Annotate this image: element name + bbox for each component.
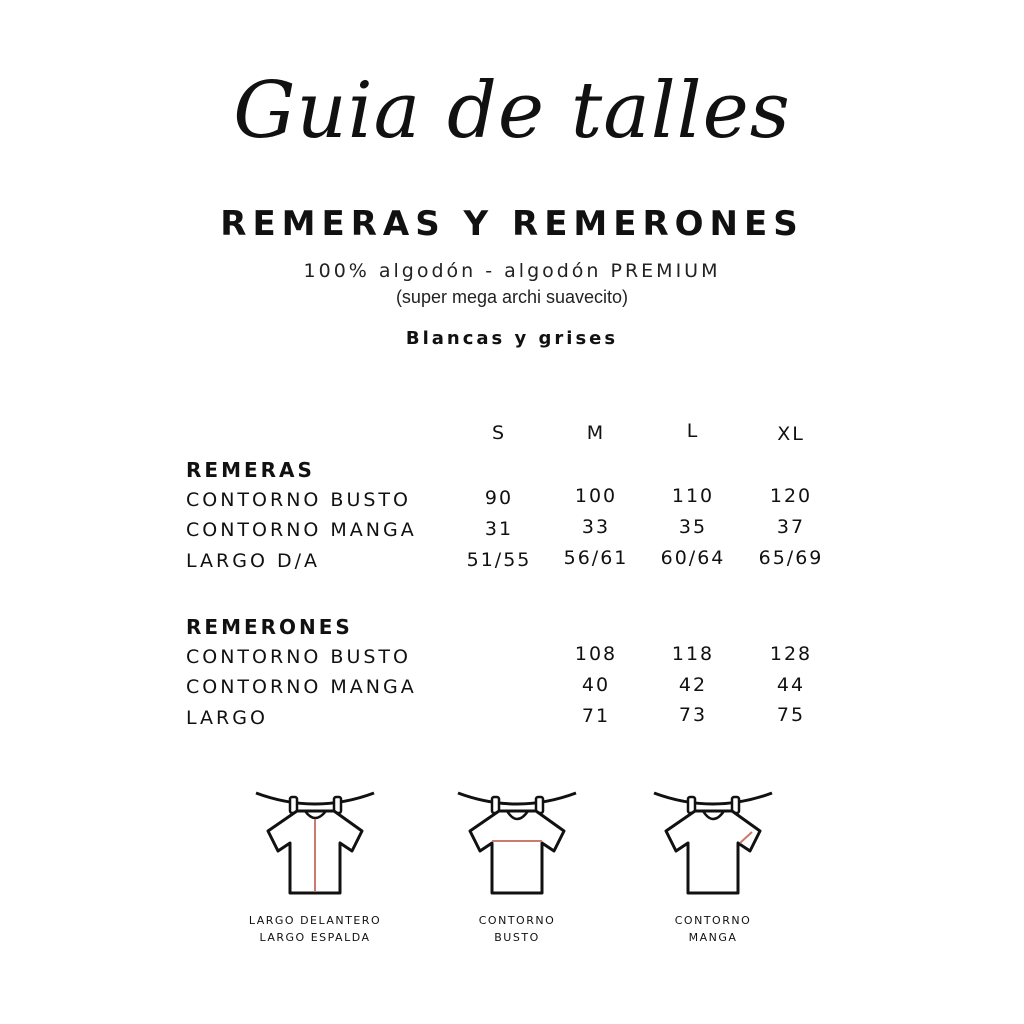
size-header-s: S	[491, 422, 507, 444]
table-cell: 75	[776, 704, 806, 726]
row-label: CONTORNO MANGA	[186, 519, 417, 541]
table-cell: 40	[581, 674, 611, 696]
table-cell: 71	[581, 705, 611, 727]
script-title: Guia de talles	[233, 66, 791, 156]
color-variant: Blancas y grises	[405, 328, 619, 349]
table-cell: 51/55	[466, 549, 532, 571]
row-label: CONTORNO BUSTO	[186, 646, 411, 668]
row-label: LARGO D/A	[186, 550, 320, 572]
size-header-l: L	[686, 420, 700, 442]
table-cell: 110	[671, 485, 715, 507]
figure-label-line: LARGO ESPALDA	[259, 931, 371, 944]
figure-label-line: CONTORNO	[478, 914, 556, 927]
shirt-sleeve-icon	[648, 785, 778, 900]
table-cell: 120	[769, 485, 813, 507]
figure-label-line: LARGO DELANTERO	[248, 914, 382, 927]
table-cell: 118	[671, 643, 715, 665]
size-header-xl: XL	[777, 423, 805, 445]
row-label: CONTORNO BUSTO	[186, 489, 411, 511]
figure-label-line: MANGA	[688, 931, 738, 944]
size-header-m: M	[586, 422, 606, 444]
table-cell: 44	[776, 674, 806, 696]
table-cell: 73	[678, 704, 708, 726]
table-cell: 108	[574, 643, 618, 665]
shirt-length-icon	[250, 785, 380, 900]
figure-label-length	[240, 912, 390, 946]
material-subtitle: 100% algodón - algodón PREMIUM	[303, 260, 721, 282]
table-cell: 65/69	[758, 547, 824, 569]
softness-note: (super mega archi suavecito)	[395, 287, 629, 307]
figure-label-line: CONTORNO	[674, 914, 752, 927]
shirt-chest-icon	[452, 785, 582, 900]
figure-label-line: BUSTO	[494, 931, 540, 944]
table-cell: 90	[484, 487, 514, 509]
row-label: CONTORNO MANGA	[186, 676, 417, 698]
figure-label-sleeve	[638, 912, 788, 946]
row-label: LARGO	[186, 707, 268, 729]
table-cell: 100	[574, 485, 618, 507]
section-title-remerones: REMERONES	[186, 615, 353, 639]
table-cell: 35	[678, 516, 708, 538]
page-title: REMERAS Y REMERONES	[220, 204, 804, 244]
table-cell: 42	[678, 674, 708, 696]
section-title-remeras: REMERAS	[186, 458, 315, 482]
table-cell: 31	[484, 518, 514, 540]
table-cell: 33	[581, 516, 611, 538]
figure-label-chest	[442, 912, 592, 946]
table-cell: 60/64	[660, 547, 726, 569]
table-cell: 56/61	[563, 547, 629, 569]
table-cell: 128	[769, 643, 813, 665]
table-cell: 37	[776, 516, 806, 538]
